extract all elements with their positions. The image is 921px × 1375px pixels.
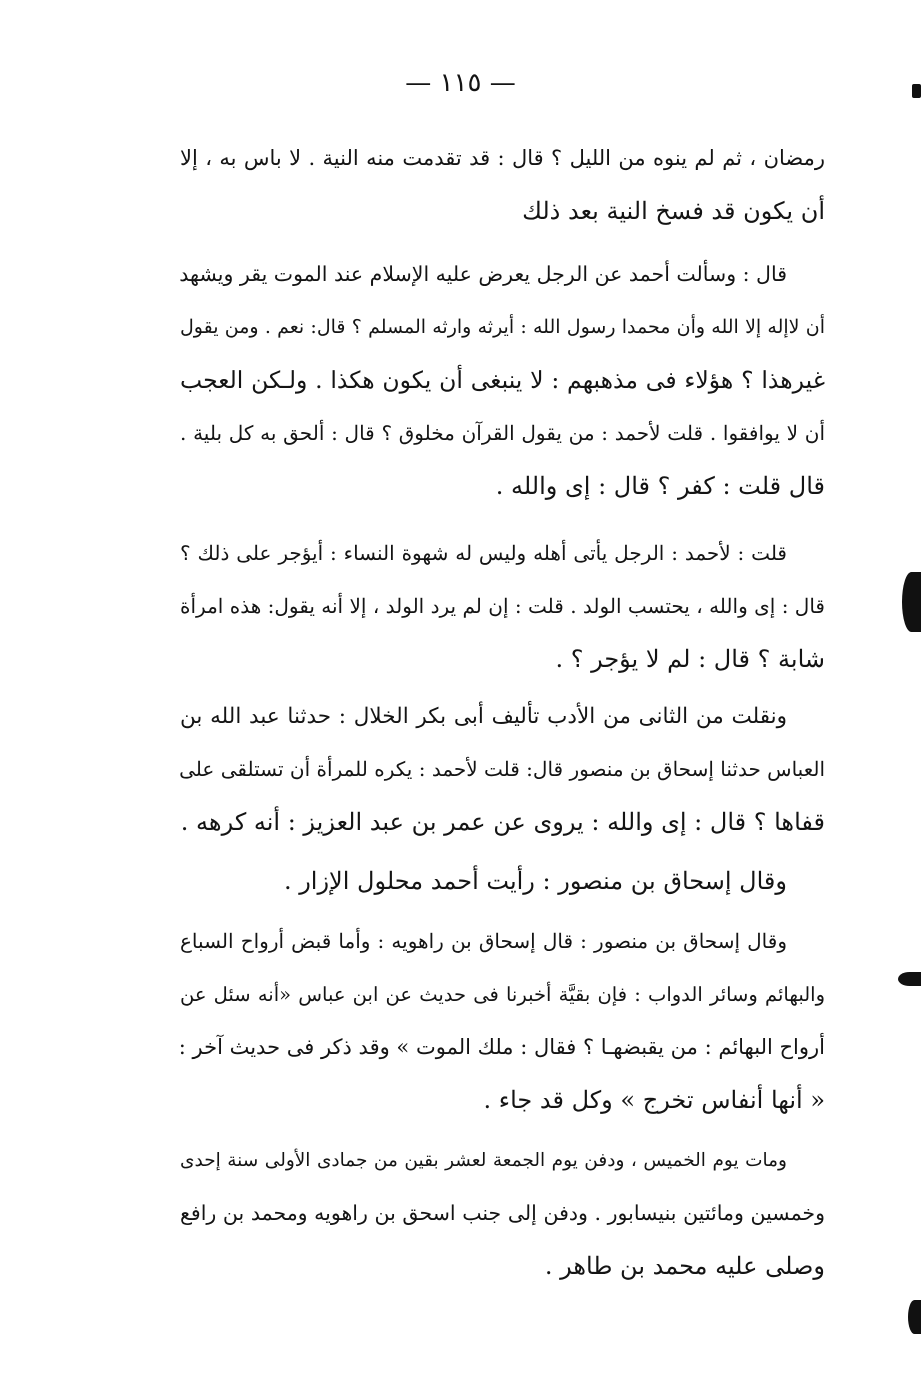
text-line: قال : وسألت أحمد عن الرجل يعرض عليه الإسلام عند الموت يقر ويشهد — [179, 262, 787, 286]
text-line: أن لا يوافقوا . قلت لأحمد : من يقول القرآن مخلوق ؟ قال : ألحق به كل بلية . — [180, 421, 825, 445]
text-line: وقال إسحاق بن منصور : رأيت أحمد محلول الإزار . — [283, 867, 787, 895]
text-line: أرواح البهائم : من يقبضهـا ؟ فقال : ملك الموت » وقد ذكر فى حديث آخر : — [178, 1035, 825, 1059]
scan-edge-mark — [912, 84, 921, 98]
paragraph-2 — [180, 248, 825, 513]
scan-edge-mark — [908, 1300, 921, 1334]
text-line: العباس حدثنا إسحاق بن منصور قال: قلت لأحمد : يكره للمرأة أن تستلقى على — [179, 757, 825, 781]
text-line: ومات يوم الخميس ، ودفن يوم الجمعة لعشر بقين من جمادى الأولى سنة إحدى — [180, 1150, 787, 1171]
paragraph-5 — [180, 855, 825, 908]
scan-edge-mark — [902, 572, 921, 632]
text-line: والبهائم وسائر الدواب : فإن بقيَّة أخبرنا فى حديث عن ابن عباس «أنه سئل عن — [180, 983, 825, 1006]
text-line: قفاها ؟ قال : إى والله : يروى عن عمر بن عبد العزيز : أنه كرهه . — [180, 808, 825, 836]
text-line: قلت : لأحمد : الرجل يأتى أهله وليس له شهوة النساء : أيؤجر على ذلك ؟ — [180, 541, 787, 565]
text-line: قال : إى والله ، يحتسب الولد . قلت : إن لم يرد الولد ، إلا أنه يقول: هذه امرأة — [180, 594, 825, 618]
paragraph-7 — [180, 1134, 825, 1293]
text-line: أن لاإله إلا الله وأن محمدا رسول الله : أيرثه وارثه المسلم ؟ قال: نعم . ومن يقول — [180, 316, 825, 338]
paragraph-3 — [180, 527, 825, 686]
text-line: أن يكون قد فسخ النية بعد ذلك — [522, 197, 825, 225]
paragraph-1 — [180, 132, 825, 238]
paragraph-4 — [180, 690, 825, 849]
text-line: رمضان ، ثم لم ينوه من الليل ؟ قال : قد تقدمت منه النية . لا باس به ، إلا — [180, 146, 825, 170]
scan-edge-mark — [898, 972, 921, 986]
text-line: وخمسين ومائتين بنيسابور . ودفن إلى جنب اسحق بن راهويه ومحمد بن رافع — [180, 1201, 825, 1225]
paragraph-6 — [180, 915, 825, 1127]
text-line: ونقلت من الثانى من الأدب تأليف أبى بكر الخلال : حدثنا عبد الله بن — [180, 704, 787, 729]
page-number: — ١١٥ — — [405, 68, 516, 98]
text-line: « أنها أنفاس تخرج » وكل قد جاء . — [483, 1086, 825, 1114]
text-line: وصلى عليه محمد بن طاهر . — [544, 1252, 825, 1280]
text-line: وقال إسحاق بن منصور : قال إسحاق بن راهويه : وأما قبض أرواح السباع — [180, 929, 787, 953]
text-line: غيرهذا ؟ هؤلاء فى مذهبهم : لا ينبغى أن يكون هكذا . ولـكن العجب — [180, 366, 825, 394]
text-line: قال قلت : كفر ؟ قال : إى والله . — [495, 472, 825, 500]
text-line: شابة ؟ قال : لم لا يؤجر ؟ . — [555, 645, 825, 673]
